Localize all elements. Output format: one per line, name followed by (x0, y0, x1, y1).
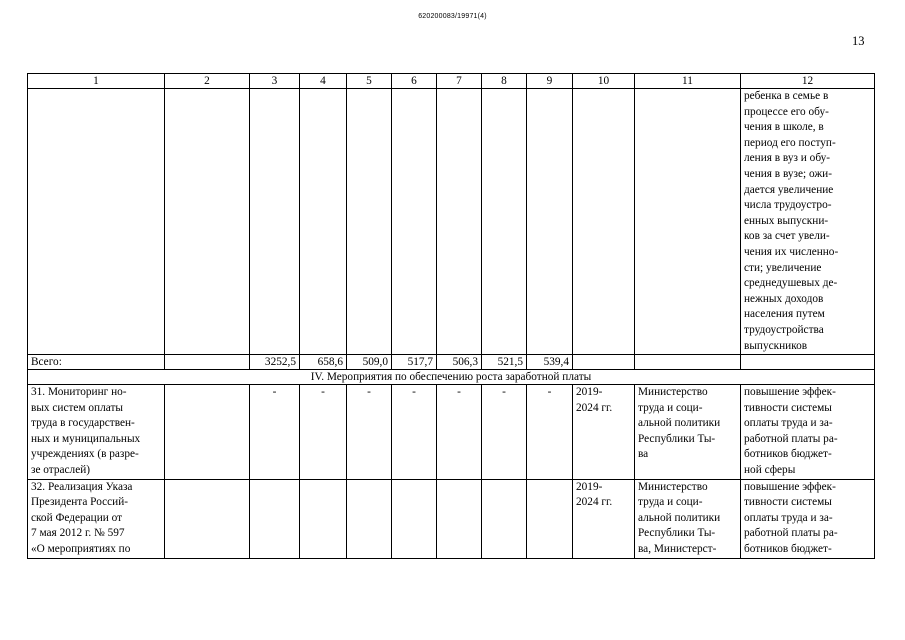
section-header-row (28, 370, 875, 385)
column-number-row (28, 74, 875, 89)
expected-results-cell: ребенка в семье в процессе его обу- чения в школе, в период его поступ- ления в вуз и обу- чения в вузе; ожи- дается увеличение числа трудоустро- енных выпускни- ков за счет увели- чения их численно- сти; увеличение среднедушевых де- нежных доходов населения путем трудоустройства выпускников (741, 89, 875, 355)
value-cell: - (392, 385, 437, 480)
value-cell (300, 479, 347, 558)
total-value: 509,0 (347, 355, 392, 370)
table-row (28, 479, 875, 558)
total-value: 658,6 (300, 355, 347, 370)
total-row (28, 355, 875, 370)
table-cell (165, 479, 250, 558)
value-cell (437, 479, 482, 558)
total-label: Всего: (28, 355, 165, 370)
table-cell (527, 89, 573, 355)
value-cell (347, 479, 392, 558)
section-title: IV. Мероприятия по обеспечению роста заработной платы (28, 370, 875, 385)
value-cell: - (347, 385, 392, 480)
table-cell (573, 355, 635, 370)
value-cell (392, 479, 437, 558)
expected-results-cell: повышение эффек- тивности системы оплаты труда и за- работной платы ра- ботников бюджет- ной сферы (741, 385, 875, 480)
column-number: 9 (527, 74, 573, 89)
continuation-row (28, 89, 875, 355)
column-number: 4 (300, 74, 347, 89)
page-number: 13 (852, 34, 865, 48)
column-number: 5 (347, 74, 392, 89)
table-cell (741, 355, 875, 370)
value-cell (527, 479, 573, 558)
expected-results-cell: повышение эффек- тивности системы оплаты труда и за- работной платы ра- ботников бюджет- (741, 479, 875, 558)
column-number: 2 (165, 74, 250, 89)
period-cell: 2019- 2024 гг. (573, 385, 635, 480)
table-cell (635, 355, 741, 370)
column-number: 1 (28, 74, 165, 89)
responsible-cell: Министерство труда и соци- альной политики Республики Ты- ва (635, 385, 741, 480)
table-cell (573, 89, 635, 355)
document-id: 620200083/19971(4) (418, 13, 487, 20)
table-cell (300, 89, 347, 355)
table-cell (165, 89, 250, 355)
column-number: 3 (250, 74, 300, 89)
value-cell: - (250, 385, 300, 480)
total-value: 517,7 (392, 355, 437, 370)
column-number: 10 (573, 74, 635, 89)
table-cell (28, 89, 165, 355)
measure-name-cell: 32. Реализация Указа Президента Россий- ской Федерации от 7 мая 2012 г. № 597 «О мероприятиях по (28, 479, 165, 558)
column-number: 11 (635, 74, 741, 89)
column-number: 8 (482, 74, 527, 89)
table-cell (635, 89, 741, 355)
responsible-cell: Министерство труда и соци- альной политики Республики Ты- ва, Министерст- (635, 479, 741, 558)
column-number: 6 (392, 74, 437, 89)
table-cell (437, 89, 482, 355)
total-value: 521,5 (482, 355, 527, 370)
table-cell (392, 89, 437, 355)
value-cell: - (482, 385, 527, 480)
column-number: 12 (741, 74, 875, 89)
value-cell: - (527, 385, 573, 480)
table-row (28, 385, 875, 480)
table-cell (165, 385, 250, 480)
table-cell (165, 355, 250, 370)
total-value: 506,3 (437, 355, 482, 370)
period-cell: 2019- 2024 гг. (573, 479, 635, 558)
total-value: 3252,5 (250, 355, 300, 370)
table-cell (482, 89, 527, 355)
table-cell (250, 89, 300, 355)
value-cell: - (300, 385, 347, 480)
value-cell: - (437, 385, 482, 480)
column-number: 7 (437, 74, 482, 89)
measures-table (27, 73, 875, 559)
value-cell (250, 479, 300, 558)
measure-name-cell: 31. Мониторинг но- вых систем оплаты труда в государствен- ных и муниципальных учреждениях (в разре- зе отраслей) (28, 385, 165, 480)
value-cell (482, 479, 527, 558)
total-value: 539,4 (527, 355, 573, 370)
table-cell (347, 89, 392, 355)
